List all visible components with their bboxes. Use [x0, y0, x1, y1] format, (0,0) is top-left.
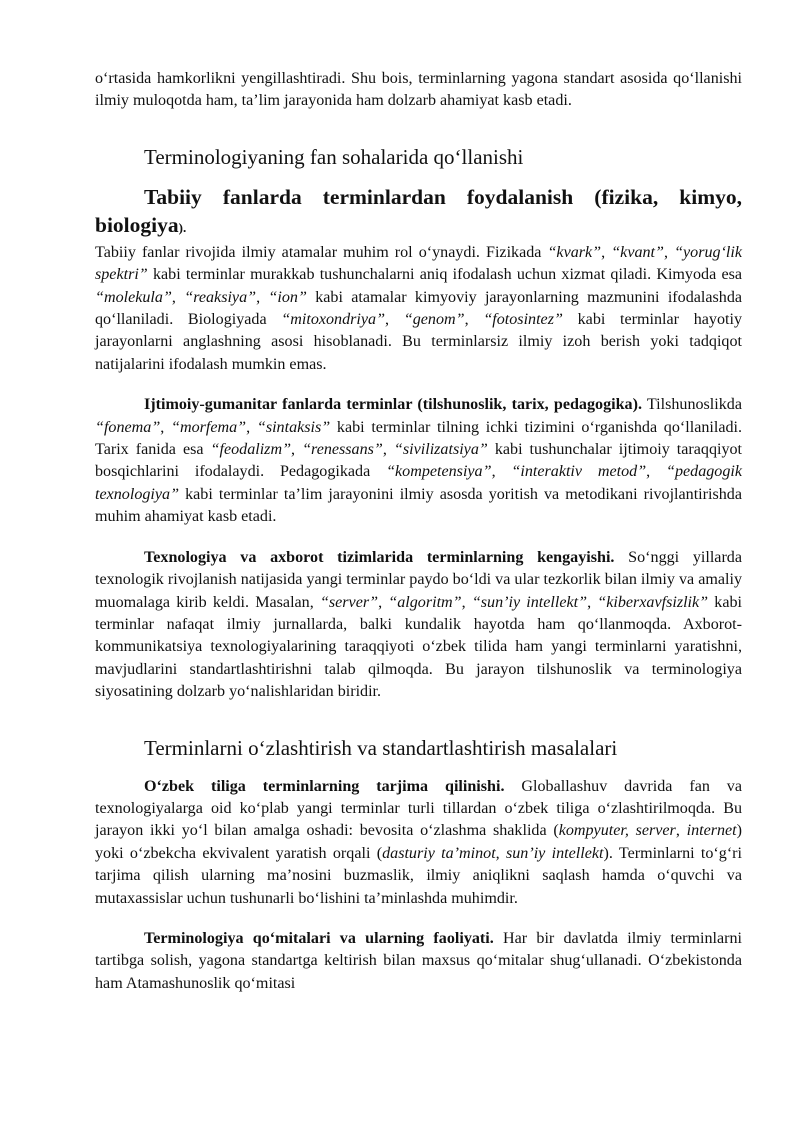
paragraph-translation	[95, 776, 742, 910]
text-run: kabi tushunchalar ijtimoiy taraqqiyot bosqichlarini ifodalaydi. Pedagogikada	[95, 441, 743, 481]
text-run: ,	[663, 243, 675, 261]
subheading-natural-sciences-text: Tabiiy fanlarda terminlardan foydalanish (fizika, kimyo, biologiya	[95, 184, 742, 237]
subheading-translation: O‘zbek tiliga terminlarning tarjima qilinishi.	[144, 777, 505, 795]
text-run: ,	[256, 288, 269, 306]
text-run: ,	[587, 593, 598, 611]
text-run: ,	[646, 463, 667, 481]
text-run: ,	[382, 441, 394, 459]
term-mitoxondriya: “mitoxondriya”	[281, 311, 386, 329]
term-pedagogik-texnologiya: “pedagogik texnologiya”	[95, 463, 743, 503]
paragraph-social-sciences	[95, 394, 742, 528]
subheading-committees: Terminologiya qo‘mitalari va ularning faoliyati.	[144, 929, 494, 947]
text-run: ,	[491, 463, 512, 481]
text-run: ,	[160, 418, 172, 436]
term-fonema: “fonema”	[95, 418, 161, 436]
text-run: kabi terminlar murakkab tushunchalarni aniq ifodalash uchun xizmat qiladi. Kimyoda esa	[147, 266, 742, 284]
text-run: ,	[246, 418, 257, 436]
subheading-social-sciences: Ijtimoiy-gumanitar fanlarda terminlar (tilshunoslik, tarix, pedagogika).	[144, 396, 642, 414]
text-run: ). Terminlarni to‘g‘ri tarjima qilish ularning ma’nosini buzmaslik, ilmiy aniqlikni saqlash hamda o‘quvchi va mutaxassislar uchun tushunarli bo‘lishini ta’minlashda muhimdir.	[95, 844, 743, 907]
term-sintaksis: “sintaksis”	[256, 418, 331, 436]
term-feodalizm: “feodalizm”	[210, 441, 292, 459]
term-sivilizatsiya: “sivilizatsiya”	[393, 441, 488, 459]
term-interaktiv-metod: “interaktiv metod”	[511, 463, 647, 481]
intro-text: o‘rtasida hamkorlikni yengillashtiradi. Shu bois, terminlarning yagona standart asosida qo‘llanishi ilmiy muloqotda ham, ta’lim jarayonida ham dolzarb ahamiyat kasb etadi.	[95, 70, 742, 110]
term-fotosintez: “fotosintez”	[483, 311, 563, 329]
intro-paragraph	[95, 68, 742, 113]
text-run: ,	[378, 593, 389, 611]
term-ion: “ion”	[268, 288, 307, 306]
paragraph-natural-sciences	[95, 242, 742, 376]
text-run: kabi atamalar kimyoviy jarayonlarning mazmunini ifodalashda qo‘llaniladi. Biologiyada	[95, 288, 743, 329]
text-run: So‘nggi yillarda texnologik rivojlanish natijasida yangi terminlar paydo bo‘ldi va ular tezkorlik bilan ilmiy va amaliy muomalaga kirib keldi. Masalan,	[95, 548, 742, 611]
term-spektr: “yorug‘lik spektri”	[95, 243, 743, 284]
term-kiberxavfsizlik: “kiberxavfsizlik”	[597, 593, 709, 611]
text-run: ,	[601, 243, 612, 261]
term-algoritm: “algoritm”	[388, 593, 462, 611]
text-run: Globallashuv davrida fan va texnologiyalarga oid ko‘plab yangi terminlar turli tillardan o‘zbek tiliga o‘zlashtirilmoqda. Bu jarayon ikki yo‘l bilan amalga oshadi: bevosita o‘zlashma shaklida (	[95, 777, 742, 840]
paragraph-committees	[95, 928, 742, 995]
term-kvark: “kvark”	[547, 243, 602, 261]
text-run: ,	[461, 593, 472, 611]
term-suniy-intellekt: “sun’iy intellekt”	[471, 593, 588, 611]
section-title-application: Terminologiyaning fan sohalarida qo‘llanishi	[144, 144, 524, 169]
text-run: ,	[171, 288, 185, 306]
text-run: kabi terminlar nafaqat ilmiy jurnallarda, balki kundalik hayotda ham qo‘llanmoqda. Axborot-kommunikatsiya texnologiyalarining taraqqiyoti o‘zbek tilida ham yangi terminlarni yaratishni, mavjudlarini standartlashtirishni talab qilmoqda. Bu jarayon tilshunoslik va terminologiya siyosatining dolzarb yo‘nalishlaridan biridir.	[95, 593, 743, 701]
document-page	[95, 68, 742, 995]
text-run: Tilshunoslikda	[641, 396, 742, 414]
term-kvant: “kvant”	[611, 243, 664, 261]
text-run: ,	[675, 822, 687, 840]
section-title-standardization: Terminlarni o‘zlashtirish va standartlashtirish masalalari	[144, 735, 618, 760]
term-morfema: “morfema”	[171, 418, 247, 436]
text-run: Har bir davlatda ilmiy terminlarni tartibga solish, yagona standartga keltirish bilan maxsus qo‘mitalar shug‘ullanadi. O‘zbekistonda ham Atamashunoslik qo‘mitasi	[95, 929, 742, 992]
term-server: “server”	[319, 593, 379, 611]
term-molekula: “molekula”	[95, 288, 172, 306]
term-internet: internet	[686, 822, 737, 840]
term-dasturiy-taminot: dasturiy ta’minot, sun’iy intellekt	[382, 844, 604, 862]
text-run: ,	[464, 311, 484, 329]
text-run: ,	[291, 441, 303, 459]
text-run: ,	[385, 311, 404, 329]
term-renessans: “renessans”	[302, 441, 383, 459]
subheading-technology: Texnologiya va axborot tizimlarida terminlarning kengayishi.	[144, 548, 615, 566]
paragraph-technology	[95, 547, 742, 704]
term-kompetensiya: “kompetensiya”	[386, 463, 492, 481]
subheading-natural-sciences-tail: ).	[178, 219, 187, 235]
subheading-natural-sciences	[95, 183, 742, 242]
text-run: Tabiiy fanlar rivojida ilmiy atamalar muhim rol o‘ynaydi. Fizikada	[95, 243, 548, 261]
text-run: kabi terminlar tilning ichki tizimini o‘rganishda qo‘llaniladi. Tarix fanida esa	[95, 418, 743, 459]
term-kompyuter-server: kompyuter, server	[558, 822, 676, 840]
text-run: kabi terminlar ta’lim jarayonini ilmiy asosda yoritish va metodikani rivojlantirishda muhim ahamiyat kasb etadi.	[95, 485, 742, 526]
term-genom: “genom”	[403, 311, 465, 329]
term-reaksiya: “reaksiya”	[184, 288, 257, 306]
text-run: kabi terminlar hayotiy jarayonlarni anglashning asosi hisoblanadi. Bu terminlarsiz ilmiy izoh berish yoki tadqiqot natijalarini ifodalash mumkin emas.	[95, 311, 743, 373]
text-run: ) yoki o‘zbekcha ekvivalent yaratish orqali (	[95, 822, 743, 862]
